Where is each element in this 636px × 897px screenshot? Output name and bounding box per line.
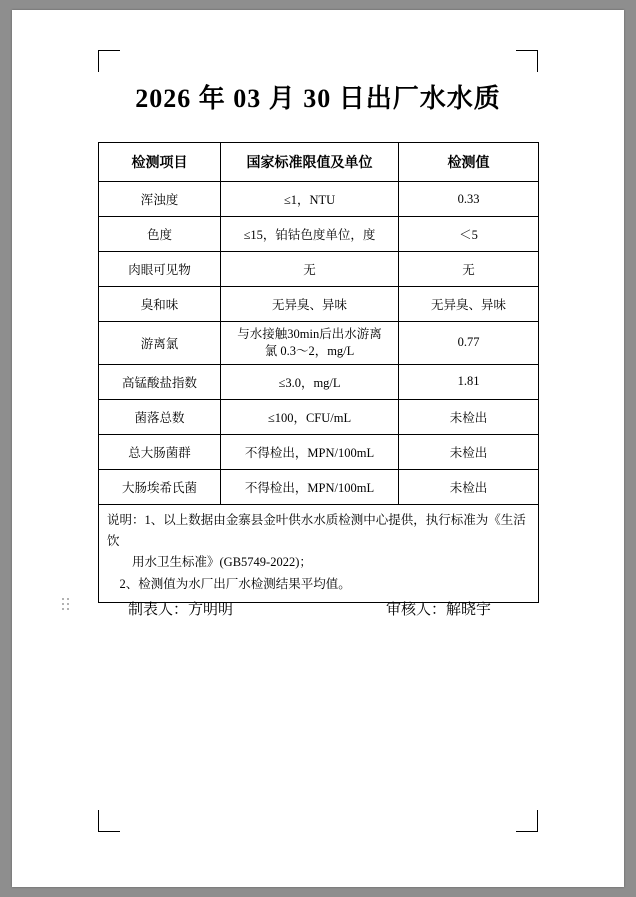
- water-quality-table: [98, 142, 539, 603]
- table-row: [99, 434, 539, 469]
- page-title: 2026 年 03 月 30 日出厂水水质: [135, 84, 501, 113]
- cell-value: 无: [399, 252, 539, 287]
- table-row: [99, 287, 539, 322]
- cell-standard: 不得检出，MPN/100mL: [221, 469, 399, 504]
- table-row: [99, 322, 539, 365]
- cell-item: 游离氯: [99, 322, 221, 365]
- cell-standard: ≤100，CFU/mL: [221, 399, 399, 434]
- cell-value: 未检出: [399, 469, 539, 504]
- cell-item: 色度: [99, 217, 221, 252]
- cell-value: 0.77: [399, 322, 539, 365]
- table-header-row: [99, 143, 539, 182]
- cell-item: 浑浊度: [99, 182, 221, 217]
- note-line-2: 用水卫生标准》(GB5749-2022)；: [132, 555, 312, 570]
- column-header-standard: 国家标准限值及单位: [221, 143, 399, 182]
- cell-item: 高锰酸盐指数: [99, 364, 221, 399]
- table-row: [99, 182, 539, 217]
- column-header-item: 检测项目: [99, 143, 221, 182]
- table-row: [99, 252, 539, 287]
- document-page: [12, 10, 624, 887]
- cell-item: 大肠埃希氏菌: [99, 469, 221, 504]
- table-row: [99, 217, 539, 252]
- cell-value: 未检出: [399, 434, 539, 469]
- cell-standard: ≤1，NTU: [221, 182, 399, 217]
- note-line-3: 2、检测值为水厂出厂水检测结果平均值。: [119, 576, 351, 591]
- cell-value: 未检出: [399, 399, 539, 434]
- table-row: [99, 364, 539, 399]
- table-note-row: [99, 504, 539, 602]
- cell-standard: [221, 322, 399, 365]
- cell-value: 0.33: [399, 182, 539, 217]
- cell-value: ＜5: [399, 217, 539, 252]
- cell-standard: 不得检出，MPN/100mL: [221, 434, 399, 469]
- maker-signature: 制表人：方明明: [128, 602, 234, 618]
- cell-item: 臭和味: [99, 287, 221, 322]
- cell-value: 1.81: [399, 364, 539, 399]
- cell-item: 总大肠菌群: [99, 434, 221, 469]
- column-header-value: 检测值: [399, 143, 539, 182]
- cell-standard: ≤15，铂钴色度单位，度: [221, 217, 399, 252]
- drag-handle-icon[interactable]: [62, 598, 72, 614]
- cell-standard: ≤3.0，mg/L: [221, 364, 399, 399]
- cell-item: 菌落总数: [99, 399, 221, 434]
- note-line-1: 说明：1、以上数据由金寨县金叶供水水质检测中心提供，执行标准为《生活饮: [107, 512, 526, 548]
- cell-standard: 无异臭、异味: [221, 287, 399, 322]
- table-row: [99, 469, 539, 504]
- cell-value: 无异臭、异味: [399, 287, 539, 322]
- cell-item: 肉眼可见物: [99, 252, 221, 287]
- cell-standard-line-2: 氯 0.3～2，mg/L: [264, 343, 355, 358]
- cell-standard: 无: [221, 252, 399, 287]
- cell-standard-line-1: 与水接触30min后出水游离: [237, 327, 382, 341]
- table-row: [99, 399, 539, 434]
- checker-signature: 审核人：解晓宇: [386, 602, 492, 618]
- table-note: [99, 504, 539, 602]
